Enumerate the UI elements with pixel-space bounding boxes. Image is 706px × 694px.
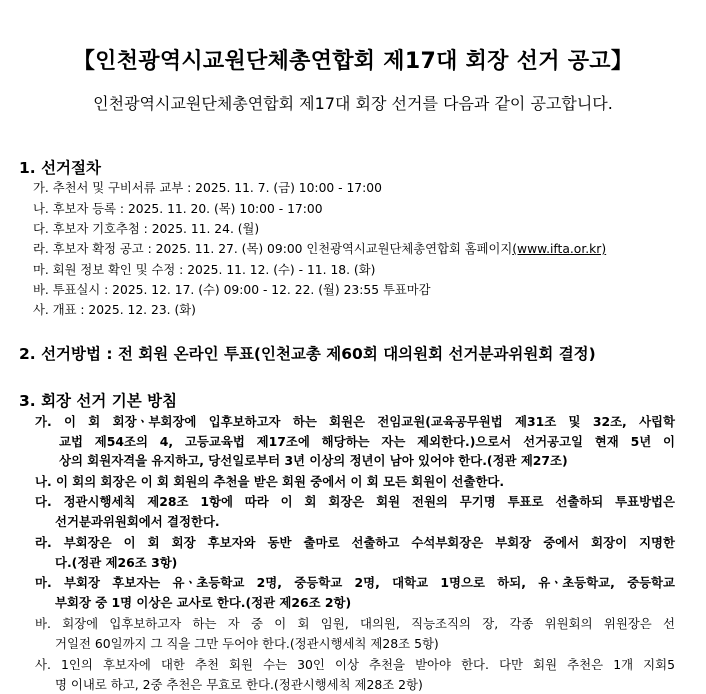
policy-ga-line: 가. 이 회 회장ㆍ부회장에 입후보하고자 하는 회원은 전임교원(교육공무원법 제31조 및 32조, 사립학	[35, 414, 675, 429]
policy-da	[35, 492, 675, 531]
policy-da-line: 선거분과위원회에서 결정한다.	[55, 513, 220, 529]
policy-ra-line: 다.(정관 제26조 3항)	[55, 554, 178, 570]
policy-ra-line: 라. 부회장은 이 회 회장 후보자와 동반 출마로 선출하고 수석부회장은 부회장 중에서 회장이 지명한	[35, 535, 675, 550]
section1-heading: 1. 선거절차	[19, 159, 101, 177]
homepage-link[interactable]: (www.ifta.or.kr)	[512, 242, 607, 256]
policy-ga-line: 교법 제54조의 4, 고등교육법 제17조에 해당하는 자는 제외한다.)으로서 선거공고일 현재 5년 이	[59, 433, 675, 449]
notice-subtitle: 인천광역시교원단체총연합회 제17대 회장 선거를 다음과 같이 공고합니다.	[93, 94, 613, 113]
policy-sa-line: 명 이내로 하고, 2중 추천은 무효로 한다.(정관시행세칙 제28조 2항)	[55, 676, 423, 692]
policy-sa-line: 사. 1인의 후보자에 대한 추천 회원 수는 30인 이상 추천을 받아야 한다. 다만 회원 추천은 1개 지회5	[35, 657, 675, 672]
procedure-item-da: 다. 후보자 기호추첨 : 2025. 11. 24. (월)	[33, 222, 260, 236]
policy-da-line: 다. 정관시행세칙 제28조 1항에 따라 이 회 회장은 회원 전원의 무기명 투표로 선출하되 투표방법은	[35, 494, 675, 509]
notice-title: 【인천광역시교원단체총연합회 제17대 회장 선거 공고】	[72, 49, 634, 74]
policy-ma-line: 부회장 중 1명 이상은 교사로 한다.(정관 제26조 2항)	[55, 594, 352, 610]
policy-ma-line: 마. 부회장 후보자는 유ㆍ초등학교 2명, 중등학교 2명, 대학교 1명으로 하되, 유ㆍ초등학교, 중등학교	[35, 575, 675, 590]
procedure-item-ra-text: 라. 후보자 확정 공고 : 2025. 11. 27. (목) 09:00 인천광역시교원단체총연합회 홈페이지	[33, 242, 513, 256]
policy-ba	[35, 614, 675, 653]
policy-ma	[35, 573, 675, 612]
procedure-item-na: 나. 후보자 등록 : 2025. 11. 20. (목) 10:00 - 17:00	[33, 202, 323, 216]
section2-heading: 2. 선거방법 : 전 회원 온라인 투표(인천교총 제60회 대의원회 선거분과위원회 결정)	[19, 345, 596, 363]
policy-na	[35, 472, 675, 492]
procedure-item-ba: 바. 투표실시 : 2025. 12. 17. (수) 09:00 - 12. 22. (월) 23:55 투표마감	[33, 283, 431, 297]
procedure-item-sa: 사. 개표 : 2025. 12. 23. (화)	[33, 303, 196, 317]
policy-ra	[35, 533, 675, 572]
procedure-item-ma: 마. 회원 정보 확인 및 수정 : 2025. 11. 12. (수) - 11. 18. (화)	[33, 263, 376, 277]
procedure-item-ga: 가. 추천서 및 구비서류 교부 : 2025. 11. 7. (금) 10:00 - 17:00	[33, 181, 382, 195]
policy-ba-line: 바. 회장에 입후보하고자 하는 자 중 이 회 임원, 대의원, 직능조직의 장, 각종 위원회의 위원장은 선	[35, 616, 675, 631]
procedure-item-ra	[33, 240, 606, 258]
policy-sa	[35, 655, 675, 694]
policy-ba-line: 거일전 60일까지 그 직을 그만 두어야 한다.(정관시행세칙 제28조 5항)	[55, 635, 439, 651]
policy-ga-line: 상의 회원자격을 유지하고, 당선일로부터 3년 이상의 정년이 남아 있어야 한다.(정관 제27조)	[59, 453, 568, 468]
section3-heading: 3. 회장 선거 기본 방침	[19, 392, 178, 410]
policy-na-line: 나. 이 회의 회장은 이 회 회원의 추천을 받은 회원 중에서 이 회 모든 회원이 선출한다.	[35, 474, 505, 489]
policy-ga	[35, 412, 675, 471]
